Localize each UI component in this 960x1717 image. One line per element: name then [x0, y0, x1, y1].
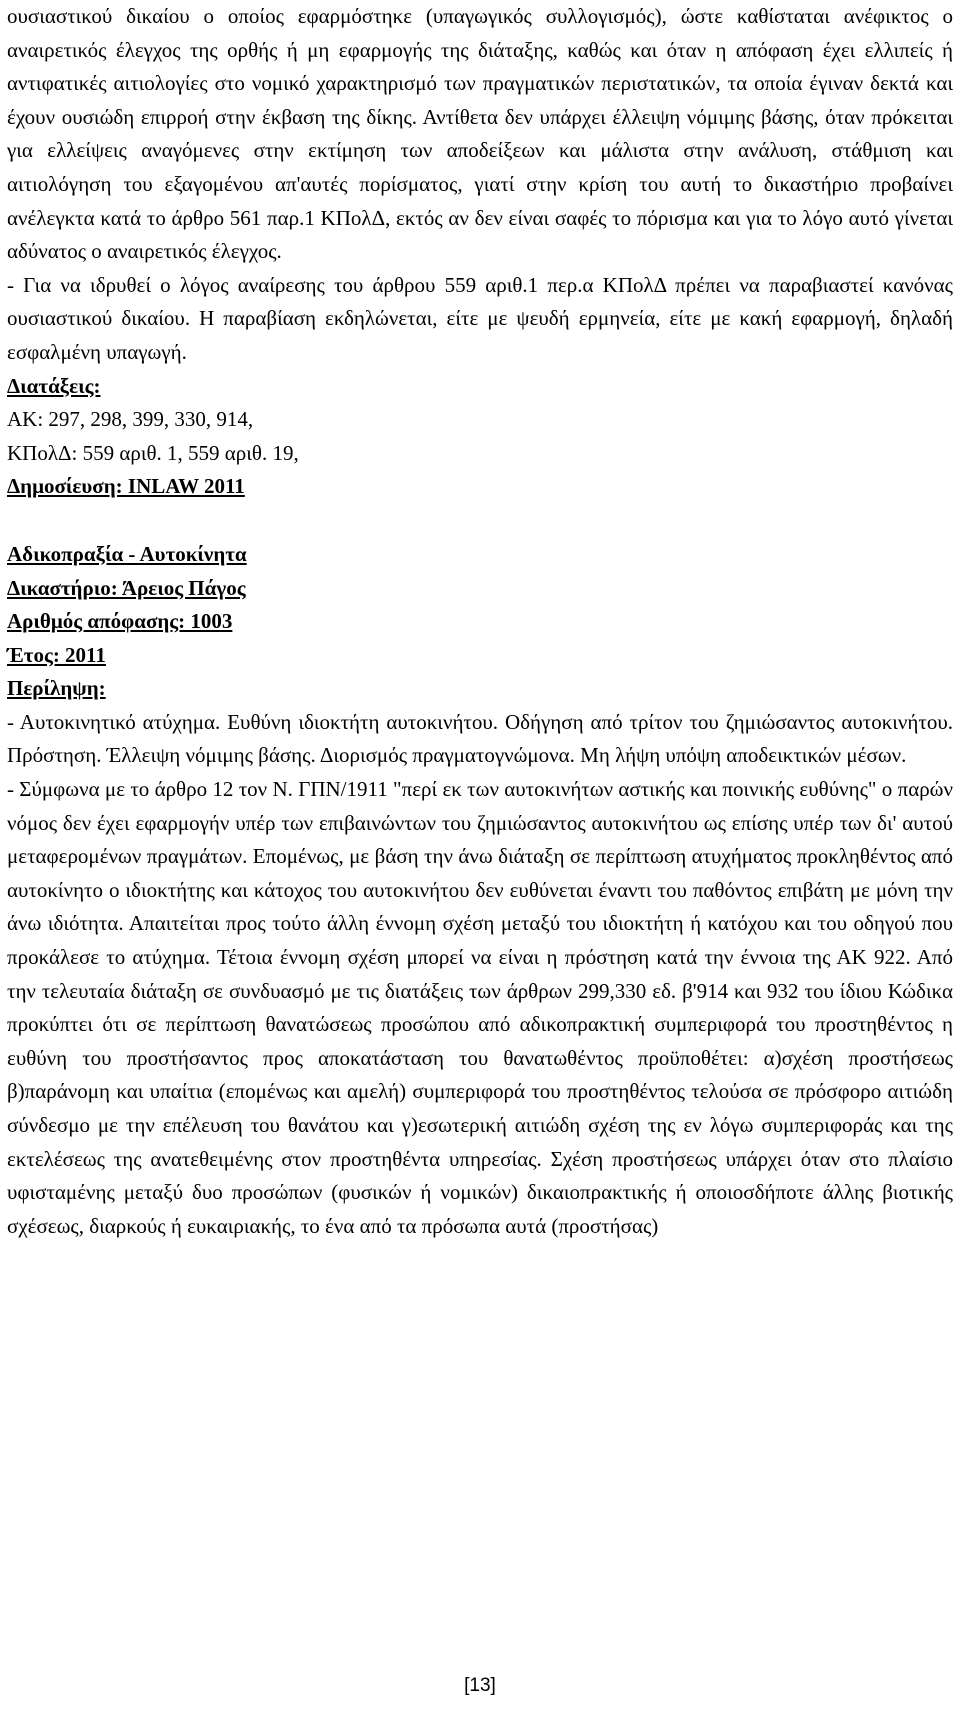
- summary-paragraph-2: - Σύμφωνα με το άρθρο 12 τον Ν. ΓΠΝ/1911 "περί εκ των αυτοκινήτων αστικής και ποινικής ευθύνης" ο παρών νόμος δεν έχει εφαρμογήν υπέρ των επιβαινώντων του ζημιώσαντος αυτοκινήτου ως επίσης υπέρ των δι' αυτού μεταφερομένων πραγμάτων. Επομένως, με βάση την άνω διάταξη σε περίπτωση ατυχήματος προκληθέντος από αυτοκίνητο ο ιδιοκτήτης και κάτοχος του αυτοκινήτου δεν ευθύνεται έναντι του παθόντος επιβάτη με μόνη την άνω ιδιότητα. Απαιτείται προς τούτο άλλη έννομη σχέση μεταξύ του ιδιοκτήτη ή κατόχου και του οδηγού που προκάλεσε το ατύχημα. Τέτοια έννομη σχέση μπορεί να είναι η πρόστηση κατά την έννοια της ΑΚ 922. Από την τελευταία διάταξη σε συνδυασμό με τις διατάξεις των άρθρων 299,330 εδ. β'914 και 932 του ίδιου Κώδικα προκύπτει ότι σε περίπτωση θανατώσεως προσώπου από αδικοπρακτική συμπεριφορά του προστηθέντος η ευθύνη του προστήσαντος προς αποκατάσταση του θανατωθέντος προϋποθέτει: α)σχέση προστήσεως β)παράνομη και υπαίτια (επομένως και αμελή) συμπεριφορά του προστηθέντος τελούσα σε πρόσφορο αιτιώδη σύνδεσμο με την επέλευση του θανάτου και γ)εσωτερική αιτιώδη σχέση της εν λόγω συμπεριφοράς και της εκτελέσεως της ανατεθειμένης στον προστηθέντα υπηρεσίας. Σχέση προστήσεως υπάρχει όταν στο πλαίσιο υφισταμένης μεταξύ δυο προσώπων (φυσικών ή νομικών) δικαιοπρακτικής ή οποιοσδήποτε άλλης βιοτικής σχέσεως, διαρκούς ή ευκαιριακής, το ένα από τα πρόσωπα αυτά (προστήσας): [7, 777, 953, 1238]
- summary-heading: Περίληψη:: [7, 676, 106, 701]
- provisions-civil-procedure: ΚΠολΔ: 559 αριθ. 1, 559 αριθ. 19,: [7, 440, 299, 465]
- paragraph-legal-basis: ουσιαστικού δικαίου ο οποίος εφαρμόστηκε (υπαγωγικός συλλογισμός), ώστε καθίσταται ανέφικτος ο αναιρετικός έλεγχος της ορθής ή μη εφαρμογής της διάταξης, καθώς και όταν η απόφαση έχει ελλιπείς ή αντιφατικές αιτιολογίες στο νομικό χαρακτηρισμό των πραγματικών περιστατικών, τα οποία έγιναν δεκτά και έχουν ουσιώδη επιρροή στην έκβαση της δίκης. Αντίθετα δεν υπάρχει έλλειψη νόμιμης βάσης, όταν πρόκειται για ελλείψεις αναγόμενες στην εκτίμηση των αποδείξεων και μάλιστα στην ανάλυση, στάθμιση και αιτιολόγηση του εξαγομένου απ'αυτές πορίσματος, γιατί στην κρίση του αυτή το δικαστήριο προβαίνει ανέλεγκτα κατά το άρθρο 561 παρ.1 ΚΠολΔ, εκτός αν δεν είναι σαφές το πόρισμα και για το λόγο αυτό γίνεται αδύνατος ο αναιρετικός έλεγχος.: [7, 4, 953, 264]
- case-year: Έτος: 2011: [7, 642, 106, 667]
- case-court: Δικαστήριο: Άρειος Πάγος: [7, 575, 246, 600]
- paragraph-cassation-ground: - Για να ιδρυθεί ο λόγος αναίρεσης του άρθρου 559 αριθ.1 περ.α ΚΠολΔ πρέπει να παραβιαστεί κανόνας ουσιαστικού δικαίου. Η παραβίαση εκδηλώνεται, είτε με ψευδή ερμηνεία, είτε με κακή εφαρμογή, δηλαδή εσφαλμένη υπαγωγή.: [7, 272, 953, 364]
- page-number: [13]: [464, 1675, 496, 1696]
- summary-paragraph-1: - Αυτοκινητικό ατύχημα. Ευθύνη ιδιοκτήτη αυτοκινήτου. Οδήγηση από τρίτον του ζημιώσαντος αυτοκινήτου. Πρόστηση. Έλλειψη νόμιμης βάσης. Διορισμός πραγματογνώμονα. Μη λήψη υπόψη αποδεικτικών μέσων.: [7, 709, 953, 768]
- provisions-civil-code: ΑΚ: 297, 298, 399, 330, 914,: [7, 407, 254, 432]
- case-title: Αδικοπραξία - Αυτοκίνητα: [7, 541, 247, 566]
- provisions-heading: Διατάξεις:: [7, 373, 101, 398]
- section-spacer: [7, 504, 953, 538]
- case-decision-number: Αριθμός απόφασης: 1003: [7, 609, 233, 634]
- publication-line: Δημοσίευση: INLAW 2011: [7, 474, 245, 499]
